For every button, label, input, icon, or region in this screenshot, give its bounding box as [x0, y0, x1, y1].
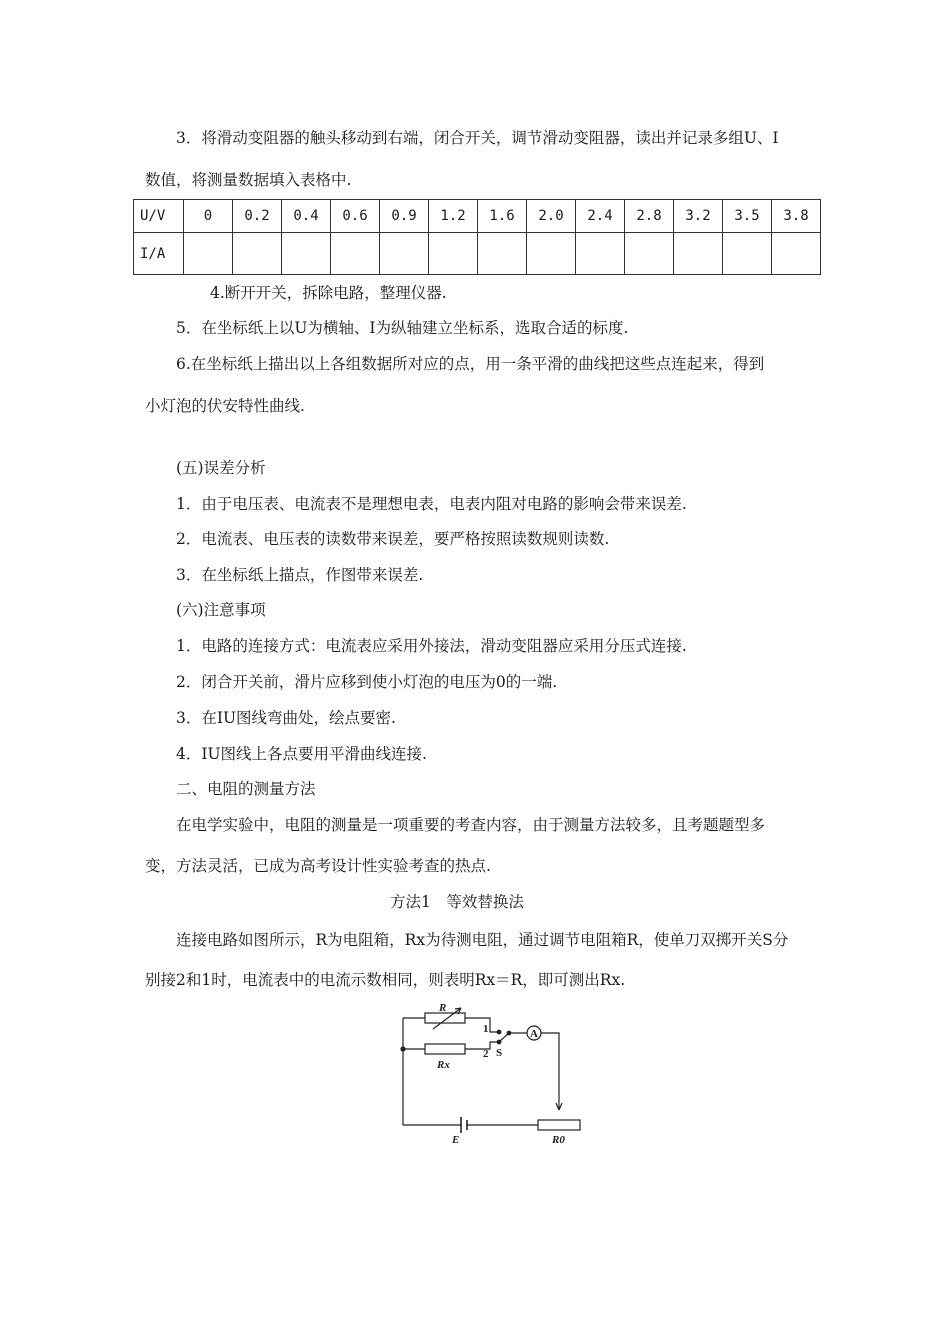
u-value-cell: 0.2 — [233, 200, 282, 233]
battery-icon — [461, 1117, 467, 1133]
i-value-cell — [576, 233, 625, 275]
i-value-cell — [527, 233, 576, 275]
u-header-cell: U/V — [134, 200, 184, 233]
note-item: 4．IU图线上各点要用平滑曲线连接. — [176, 745, 427, 763]
u-value-cell: 3.5 — [723, 200, 772, 233]
resistor-rx — [425, 1044, 465, 1054]
u-value-cell: 0.4 — [282, 200, 331, 233]
label-r: R — [439, 1002, 447, 1014]
i-value-cell — [625, 233, 674, 275]
error-analysis-heading: (五)误差分析 — [176, 459, 266, 477]
label-rx: Rx — [437, 1059, 450, 1071]
label-r0: R0 — [552, 1134, 565, 1146]
u-value-cell: 1.2 — [429, 200, 478, 233]
i-value-cell — [772, 233, 821, 275]
u-value-cell: 2.8 — [625, 200, 674, 233]
resistance-box-r — [425, 1013, 465, 1023]
i-value-cell — [184, 233, 233, 275]
step3-line1: 3．将滑动变阻器的触头移动到右端，闭合开关，调节滑动变阻器，读出并记录多组U、I — [176, 129, 779, 147]
u-value-cell: 0.6 — [331, 200, 380, 233]
u-value-cell: 0.9 — [380, 200, 429, 233]
switch-terminal-1 — [497, 1030, 501, 1034]
error-item: 1．由于电压表、电流表不是理想电表，电表内阻对电路的影响会带来误差. — [176, 495, 687, 513]
u-value-cell: 0 — [184, 200, 233, 233]
note-item: 3．在IU图线弯曲处，绘点要密. — [176, 709, 396, 727]
section2-intro-line1: 在电学实验中，电阻的测量是一项重要的考查内容，由于测量方法较多，且考题题型多 — [176, 816, 766, 834]
section2-intro-line2: 变，方法灵活，已成为高考设计性实验考查的热点. — [145, 857, 491, 875]
i-value-cell — [331, 233, 380, 275]
table-row-voltage — [134, 200, 821, 233]
u-value-cell: 2.0 — [527, 200, 576, 233]
rheostat-r0 — [538, 1120, 580, 1130]
i-value-cell — [478, 233, 527, 275]
method1-title: 方法1 等效替换法 — [390, 893, 524, 911]
label-1: 1 — [483, 1023, 489, 1035]
i-value-cell — [233, 233, 282, 275]
i-value-cell — [380, 233, 429, 275]
i-value-cell — [282, 233, 331, 275]
i-value-cell — [429, 233, 478, 275]
label-2: 2 — [483, 1048, 489, 1060]
table-row-current — [134, 233, 821, 275]
step5: 5．在坐标纸上以U为横轴、I为纵轴建立坐标系，选取合适的标度. — [176, 319, 629, 337]
label-e: E — [452, 1134, 460, 1146]
note-item: 2．闭合开关前，滑片应移到使小灯泡的电压为0的一端. — [176, 673, 558, 691]
u-value-cell: 1.6 — [478, 200, 527, 233]
variable-arrow-icon — [433, 1008, 461, 1029]
label-s: S — [496, 1047, 503, 1059]
label-a: A — [530, 1028, 538, 1040]
error-item: 2．电流表、电压表的读数带来误差，要严格按照读数规则读数. — [176, 530, 610, 548]
measurement-table — [133, 199, 821, 275]
step6-line1: 6.在坐标纸上描出以上各组数据所对应的点，用一条平滑的曲线把这些点连起来，得到 — [176, 355, 765, 373]
u-value-cell: 3.2 — [674, 200, 723, 233]
i-header-cell: I/A — [134, 233, 184, 275]
u-value-cell: 2.4 — [576, 200, 625, 233]
i-value-cell — [674, 233, 723, 275]
step4: 4.断开开关，拆除电路，整理仪器. — [210, 284, 447, 302]
section2-heading: 二、电阻的测量方法 — [176, 780, 316, 798]
ammeter-to-right-wire — [541, 1033, 559, 1110]
method1-desc-line1: 连接电路如图所示，R为电阻箱，Rx为待测电阻，通过调节电阻箱R，使单刀双掷开关S分 — [176, 931, 789, 949]
note-item: 1．电路的连接方式：电流表应采用外接法，滑动变阻器应采用分压式连接. — [176, 637, 687, 655]
u-value-cell: 3.8 — [772, 200, 821, 233]
switch-blade — [499, 1033, 509, 1042]
i-value-cell — [723, 233, 772, 275]
method1-desc-line2: 别接2和1时，电流表中的电流示数相同，则表明Rx＝R，即可测出Rx. — [145, 971, 626, 989]
step6-line2: 小灯泡的伏安特性曲线. — [145, 397, 305, 415]
error-item: 3．在坐标纸上描点，作图带来误差. — [176, 566, 424, 584]
junction-dot — [401, 1047, 405, 1051]
step3-line2: 数值，将测量数据填入表格中. — [145, 171, 352, 189]
circuit-diagram — [395, 1000, 595, 1146]
notes-heading: (六)注意事项 — [176, 601, 266, 619]
